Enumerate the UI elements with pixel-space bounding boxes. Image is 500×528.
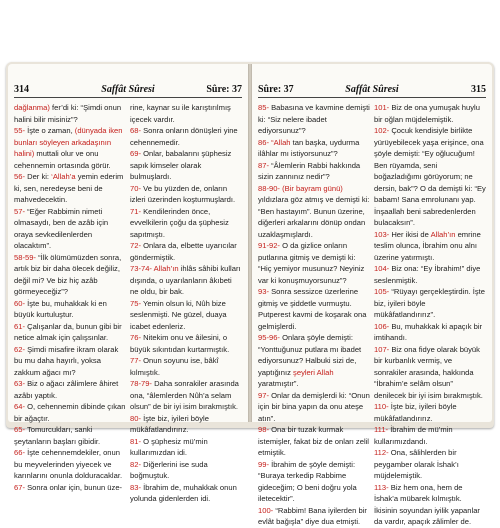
verse [130, 125, 242, 148]
verse-text: İşte biz, iyileri böyle mükâfatlandırırız. [130, 413, 209, 434]
verse [14, 171, 126, 206]
verse [258, 505, 370, 528]
verse-number: 91-92- [258, 241, 280, 250]
verse [374, 344, 486, 402]
verse-highlight: (dünyada iken bunları söyleyen arkadaşının halini) [14, 126, 123, 158]
verse-number: 106- [374, 321, 390, 331]
verse-text: Sonra onların dönüşleri yine cehennemedir. [130, 126, 238, 147]
verse-number: 102- [374, 126, 390, 135]
verse-text: İşte biz, iyileri böyle mükâfatlandırırız. [374, 402, 457, 423]
verse-highlight: Allah’ın [153, 264, 179, 273]
verse-text: Biz de ona yumuşak huylu bir oğlan müjdelemiştik. [374, 103, 480, 124]
verse-number: 73-74- [130, 264, 152, 273]
verse [130, 298, 242, 333]
verse-highlight: (Bir bayram günü) [279, 183, 343, 193]
verse-text: Onlar da demişlerdi ki: “Onun için bir bina yapın da onu ateşe atın”. [258, 390, 370, 423]
left-page-header [14, 84, 242, 98]
verse-number: 98- [258, 425, 269, 434]
verse [130, 240, 242, 263]
verse-text: “Âlemlerin Rabbi hakkında sizin zannınız nedir”? [258, 160, 361, 181]
verse [14, 424, 126, 447]
verse-highlight: dağlanma) [14, 103, 50, 112]
verse-highlight: şeyleri Allah [293, 367, 334, 377]
verse [374, 263, 486, 286]
verse [14, 252, 126, 298]
verse-number: 60- [14, 298, 25, 308]
text-column [14, 102, 126, 492]
verse [374, 286, 486, 321]
verse-text: Ona, sâlihlerden bir peygamber olarak İshak’ı müjdelemiştik. [374, 448, 459, 480]
verse-text: İşte o zaman, [24, 126, 75, 135]
right-page [252, 64, 492, 526]
verse-number: 105- [374, 287, 390, 296]
page-number: 314 [14, 84, 29, 95]
verse-text: Ve bu yüzden de, onların izleri üzerinden koşturmuşlardı. [130, 183, 236, 204]
verse-number: 95-96- [258, 333, 280, 342]
verse-number: 86- [258, 137, 269, 147]
verse [374, 401, 486, 424]
header-rule [14, 97, 242, 98]
verse [14, 102, 126, 125]
verse-text: Biz ona fidye olarak büyük bir kurbanlık vermiş, ve sonrakiler arasında, hakkında “İbrahim’e selâm olsun” denilecek bir iyi isim bırakmıştık. [374, 344, 483, 400]
verse [130, 206, 242, 241]
verse-number: 83- [130, 482, 141, 492]
verse-text: Onun soyunu ise, bâkî kılmıştık. [130, 356, 219, 377]
verse-number: 100- [258, 505, 274, 515]
verse-number: 68- [130, 126, 141, 135]
verse-number: 101- [374, 103, 390, 112]
verse [130, 263, 242, 298]
verse-text: İbrahim de mü’min kullarımızdandı. [374, 425, 453, 446]
surah-number-label: Sûre: 37 [206, 84, 242, 95]
verse-text: ihlâs sâhibi kulları dışında, o uyarılanların âkıbeti ne oldu, bir bak. [130, 264, 241, 296]
verse-text: rine, kaynar su ile karıştırılmış içecek vardır. [130, 103, 231, 124]
verse [258, 424, 370, 459]
verse-text: Her ikisi de [389, 229, 431, 239]
verse [130, 378, 242, 413]
verse-number: 64- [14, 402, 25, 411]
verse-text: O da gizlice onların putlarına gitmiş ve demişti ki: “Hiç yemiyor musunuz? Neyiniz var ki konuşmuyorsunuz”? [258, 241, 365, 285]
verse-text: Onlara şöyle demişti: “Yonttuğunuz putlara mı ibadet ediyorsunuz? Halbuki sizi de, yaptığınız [258, 333, 362, 377]
verse [130, 102, 242, 125]
verse-text: Nitekim onu ve âilesini, o büyük sıkıntıdan kurtarmıştık. [130, 333, 230, 354]
right-page-header [258, 84, 486, 98]
verse-text: Tomurcukları, sanki şeytanların başları gibidir. [14, 425, 101, 446]
verse-text: Yemin olsun ki, Nûh bize seslenmişti. Ne güzel, duaya icabet edenleriz. [130, 298, 227, 331]
verse-text: Kendilerinden önce, evvelkilerin çoğu da şüphesiz sapıtmıştı. [130, 206, 229, 239]
verse [258, 459, 370, 505]
verse [14, 447, 126, 482]
verse-number: 66- [14, 448, 25, 457]
verse [130, 183, 242, 206]
verse-highlight: “Allah [271, 137, 291, 147]
verse-text: Çalışanlar da, bunun gibi bir netice almak için çalışsınlar. [14, 321, 122, 342]
surah-title: Saffât Sûresi [345, 84, 399, 95]
verse [258, 137, 370, 160]
verse [258, 390, 370, 425]
verse-text: Onlara da, elbette uyarıcılar göndermiştik. [130, 241, 237, 262]
verse-text: Çocuk kendisiyle birlikte yürüyebilecek yaşa erişince, ona şöyle demişti: “Ey oğlucuğum! Ben rüyamda, seni boğazladığımı görüyorum; ne dersin, bak”? O da demişti ki: “Ey babam! Sana emrolunanı yap. İnşaallah beni sabredenlerden bulacaksın”. [374, 126, 486, 227]
verse-text: tan başka, uydurma ilâhlar mı istiyorsunuz”? [258, 137, 360, 158]
text-column [130, 102, 242, 503]
verse-text: Sonra sessizce üzerlerine gitmiş ve şiddetle vurmuştu. Putperest kavmi de koşarak ona gelmişlerdi. [258, 287, 367, 331]
verse [130, 148, 242, 183]
verse-text: İşte bu, muhakkak ki en büyük kurtuluştur. [14, 298, 107, 319]
verse [14, 125, 126, 171]
verse [374, 482, 486, 528]
verse-number: 78-79- [130, 379, 152, 388]
verse-text: “Rüyayı gerçekleştirdin. İşte biz, iyileri böyle mükâfatlandırırız”. [374, 287, 486, 319]
verse [14, 378, 126, 401]
verse [258, 286, 370, 332]
verse-text: Biz hem ona, hem de İshak’a mübarek kılmıştık. İkisinin soyundan iyilik yapanlar da vardır, apaçık zâlimler de. [374, 482, 480, 526]
verse [14, 206, 126, 252]
verse-number: 85- [258, 103, 269, 112]
verse [14, 401, 126, 424]
verse [130, 459, 242, 482]
verse-number: 58-59- [14, 252, 36, 262]
verse-number: 55- [14, 126, 25, 135]
verse-number: 62- [14, 344, 25, 354]
verse-number: 65- [14, 425, 25, 434]
verse-text: Onlar, babalarını şüphesiz sapık kimseler olarak bulmuşlardı. [130, 149, 232, 181]
verse-number: 104- [374, 264, 390, 273]
verse-text: O, cehennemin dibinde çıkan bir ağaçtır. [14, 402, 126, 423]
verse-text: yıldızlara göz atmış ve demişti ki: “Ben hastayım”. Bunun üzerine, diğerleri arkalarını dönüp ondan uzaklaşmışlardı. [258, 195, 370, 239]
verse-text: Ona bir tuzak kurmak istemişler, fakat biz de onları zelil etmiştik. [258, 425, 369, 457]
text-column [374, 102, 486, 526]
verse [374, 321, 486, 344]
verse-text: Biz ona: “Ey İbrahim!” diye seslenmiştik. [374, 264, 481, 285]
verse-number: 110- [374, 402, 389, 411]
verse-number: 67- [14, 482, 25, 492]
verse [258, 160, 370, 183]
verse-text: İşte cehennemdekiler, onun bu meyvelerinden yiyecek ve karınlarını onunla dolduracaklar. [14, 448, 123, 480]
verse-number: 111- [374, 425, 389, 434]
verse [374, 447, 486, 482]
verse-number: 56- [14, 172, 25, 181]
verse [14, 321, 126, 344]
verse-number: 103- [374, 229, 390, 239]
verse-highlight: ‘Allah’a [51, 172, 76, 181]
verse-text: yaratmıştır”. [258, 379, 299, 388]
verse-number: 97- [258, 390, 269, 400]
verse-text: Bu, muhakkak ki apaçık bir imtihandı. [374, 321, 483, 342]
verse-text: “Eğer Rabbimin nimeti olmasaydı, ben de azâb için oraya sevkedilenlerden olacaktım”. [14, 206, 109, 250]
verse-text: “Rabbim! Bana iyilerden bir evlât bağışla” diye dua etmişti. [258, 505, 367, 526]
verse [14, 298, 126, 321]
surah-title: Saffât Sûresi [101, 84, 155, 95]
verse-number: 82- [130, 459, 141, 469]
verse-number: 72- [130, 241, 141, 250]
verse [374, 125, 486, 229]
page-number: 315 [471, 84, 486, 95]
surah-number-label: Sûre: 37 [258, 84, 294, 95]
verse [130, 413, 242, 436]
verse-text: Der ki: [24, 172, 52, 181]
verse [374, 229, 486, 264]
verse-number: 99- [258, 459, 269, 469]
verse-text: İbrahim de şöyle demişti: “Buraya terkedip Rabbime gideceğim; O beni doğru yola iletecektir”. [258, 459, 357, 503]
verse-number: 87- [258, 160, 269, 170]
verse-number: 113- [374, 482, 389, 492]
verse-text: Diğerlerini ise suda boğmuştuk. [130, 459, 208, 480]
verse-number: 76- [130, 333, 141, 342]
verse-number: 112- [374, 448, 389, 457]
open-book [6, 62, 494, 526]
verse [130, 332, 242, 355]
verse-text: Sonra onlar için, bunun üze- [24, 482, 123, 492]
verse-number: 77- [130, 356, 141, 365]
verse-text: muttali olur ve onu cehennemin ortasında görür. [14, 149, 111, 170]
verse-number: 71- [130, 206, 141, 216]
verse-text: yemin ederim ki, sen, neredeyse beni de mahvedecektin. [14, 172, 124, 204]
verse-text: O şüphesiz mü’min kullarımızdan idi. [130, 436, 208, 457]
verse-text: Biz o ağacı zâlimlere âhiret azâbı yaptık. [14, 379, 119, 400]
text-column [258, 102, 370, 526]
verse-text: Babasına ve kavmine demişti ki: “Siz nelere ibadet ediyorsunuz”? [258, 103, 370, 135]
verse [374, 102, 486, 125]
verse-number: 63- [14, 379, 25, 388]
verse-number: 57- [14, 206, 25, 216]
verse [130, 436, 242, 459]
verse-number: 88-90- [258, 183, 280, 193]
verse-number: 81- [130, 436, 141, 446]
verse [258, 240, 370, 286]
header-rule [258, 97, 486, 98]
verse-number: 93- [258, 287, 269, 296]
left-page [8, 64, 248, 503]
verse-text: Şimdi misafire ikram olarak bu mu daha hayırlı, yoksa zakkum ağacı mı? [14, 344, 119, 377]
verse [130, 355, 242, 378]
verse-number: 70- [130, 183, 141, 193]
verse-text: İbrahim de, muhakkak onun yolunda gidenlerden idi. [130, 482, 237, 503]
verse-number: 69- [130, 149, 141, 158]
verse-number: 75- [130, 298, 141, 308]
verse-highlight: Allah’ın [430, 229, 456, 239]
left-page-columns [14, 102, 242, 503]
verse [14, 482, 126, 494]
verse-text: emrine teslim olunca, İbrahim onu alnı üzerine yatırmıştı. [374, 229, 481, 262]
verse [374, 424, 486, 447]
verse-text: fer’di ki: “Şimdi onun halini bilir misiniz”? [14, 103, 122, 124]
verse-number: 107- [374, 344, 390, 354]
right-page-columns [258, 102, 486, 526]
verse [258, 102, 370, 137]
verse [14, 344, 126, 379]
verse-number: 80- [130, 413, 141, 423]
verse [258, 183, 370, 241]
verse [130, 482, 242, 505]
verse-text: Daha sonrakiler arasında ona, “âlemlerden Nûh’a selam olsun” de bir iyi isim bırakmıştık. [130, 379, 239, 411]
verse-text: “İlk ölümümüzden sonra, artık biz bir daha ölecek değiliz, değil mi? Ve biz hiç azâb görmeyeceğiz”? [14, 252, 122, 296]
verse [258, 332, 370, 390]
verse-number: 61- [14, 321, 25, 331]
